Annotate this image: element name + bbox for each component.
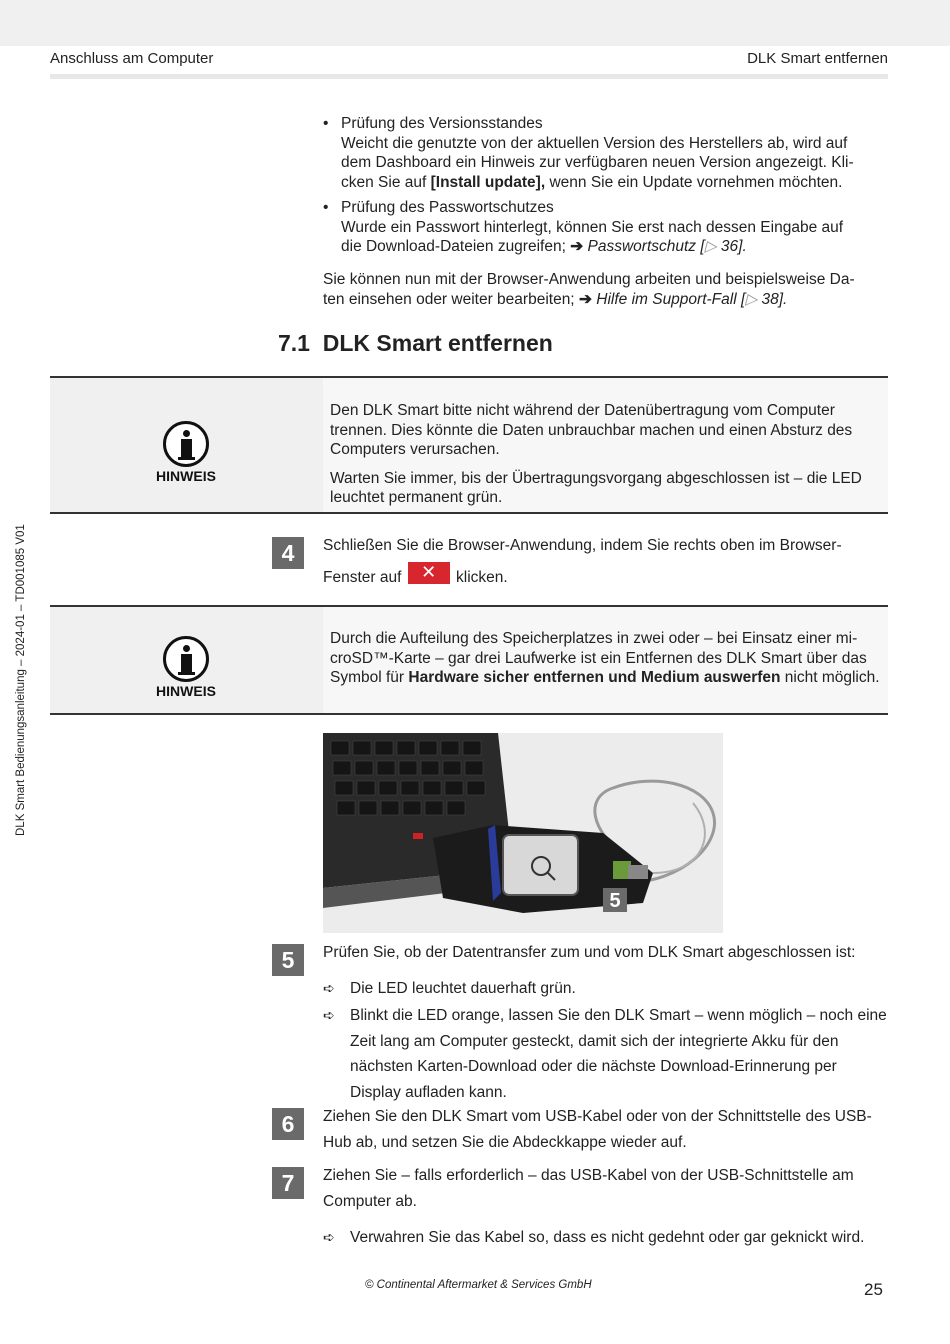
notice-paragraph: Den DLK Smart bitte nicht während der Datenübertragung vom Computer trennen. Dies könnte die Daten unbrauchbar machen und einen Absturz des Computers verursachen.: [330, 402, 853, 458]
notice-label: HINWEIS: [156, 683, 216, 699]
result-arrow-icon: ➪: [323, 1007, 335, 1023]
notice-box-1: [50, 376, 888, 514]
info-icon: [163, 421, 209, 467]
notice-box-2: [50, 605, 888, 715]
step-number: 5: [272, 944, 304, 976]
bullet-version-check: • Prüfung des Versionsstandes Weicht die genutzte von der aktuellen Version des Herstellers ab, wird auf dem Dashboard ein Hinweis zur verfügbaren neuen Version angezeigt. Kli- cken Sie auf [Install update], wenn Sie ein Update vornehmen möchten.: [323, 114, 883, 192]
photo-callout-number: 5: [609, 890, 621, 912]
install-update-label: [Install update],: [430, 173, 546, 191]
header-chapter: Anschluss am Computer: [50, 50, 214, 67]
device-photo: [323, 733, 723, 933]
intro-paragraph: Sie können nun mit der Browser-Anwendung arbeiten und beispielsweise Da- ten einsehen oder weiter bearbeiten; ➔ Hilfe im Support-Fall [▷ 38].: [323, 271, 855, 308]
result-item: ➪ Die LED leuchtet dauerhaft grün.: [323, 976, 888, 1002]
page-ref-icon: ▷: [704, 238, 717, 255]
page-ref-icon: ▷: [745, 290, 758, 308]
result-item: ➪ Blinkt die LED orange, lassen Sie den DLK Smart – wenn möglich – noch eine Zeit lang am Computer gesteckt, damit sich der integrierte Akku für den nächsten Karten-Download oder die nächste Download-Erinnerung per Display aufladen kann.: [323, 1003, 888, 1105]
link-support[interactable]: Hilfe im Support-Fall [▷ 38].: [596, 290, 788, 308]
step-7-text: Ziehen Sie – falls erforderlich – das USB-Kabel von der USB-Schnittstelle am Computer ab.: [323, 1167, 854, 1210]
intro-bullet-list: [323, 114, 883, 263]
step-5-text: Prüfen Sie, ob der Datentransfer zum und vom DLK Smart abgeschlossen ist:: [323, 944, 856, 961]
bullet-title: Prüfung des Versionsstandes: [341, 115, 543, 132]
notice-paragraph: Durch die Aufteilung des Speicherplatzes in zwei oder – bei Einsatz einer mi-croSD™-Karte – gar drei Laufwerke ist ein Entfernen des DLK Smart über das Symbol für Hardware sicher entfernen und Medium auswerfen nicht möglich.: [330, 630, 880, 686]
top-band: [0, 0, 950, 46]
footer-copyright: © Continental Aftermarket & Services GmbH: [365, 1279, 592, 1291]
arrow-right-icon: ➔: [578, 290, 592, 308]
close-icon: ✕: [408, 562, 450, 584]
bullet-title: Prüfung des Passwortschutzes: [341, 199, 554, 216]
step-number: 7: [272, 1167, 304, 1199]
header-rule: [50, 74, 888, 79]
bullet-password-check: • Prüfung des Passwortschutzes Wurde ein Passwort hinterlegt, können Sie erst nach dessen Eingabe auf die Download-Dateien zugreifen; ➔ Passwortschutz [▷ 36].: [323, 198, 883, 257]
info-icon: [163, 636, 209, 682]
result-arrow-icon: ➪: [323, 980, 335, 996]
link-passwortschutz[interactable]: Passwortschutz [▷ 36].: [587, 238, 747, 255]
header-section: DLK Smart entfernen: [747, 50, 888, 67]
step-number: 4: [272, 537, 304, 569]
notice-paragraph: Warten Sie immer, bis der Übertragungsvorgang abgeschlossen ist – die LED leuchtet permanent grün.: [330, 469, 862, 506]
result-arrow-icon: ➪: [323, 1229, 335, 1245]
arrow-right-icon: ➔: [570, 238, 584, 255]
step-number: 6: [272, 1108, 304, 1140]
section-heading: 7.1 DLK Smart entfernen: [278, 330, 553, 356]
step-6-text: Ziehen Sie den DLK Smart vom USB-Kabel oder von der Schnittstelle des USB-Hub ab, und setzen Sie die Abdeckkappe wieder auf.: [323, 1108, 872, 1151]
result-item: ➪ Verwahren Sie das Kabel so, dass es nicht gedehnt oder gar geknickt wird.: [323, 1225, 888, 1251]
page-number: 25: [864, 1280, 883, 1299]
step-4-text: Schließen Sie die Browser-Anwendung, indem Sie rechts oben im Browser- Fenster auf ✕ klicken.: [323, 537, 842, 586]
notice-label: HINWEIS: [156, 468, 216, 484]
side-document-id: DLK Smart Bedienungsanleitung – 2024-01 – TD001085 V01: [15, 524, 27, 836]
